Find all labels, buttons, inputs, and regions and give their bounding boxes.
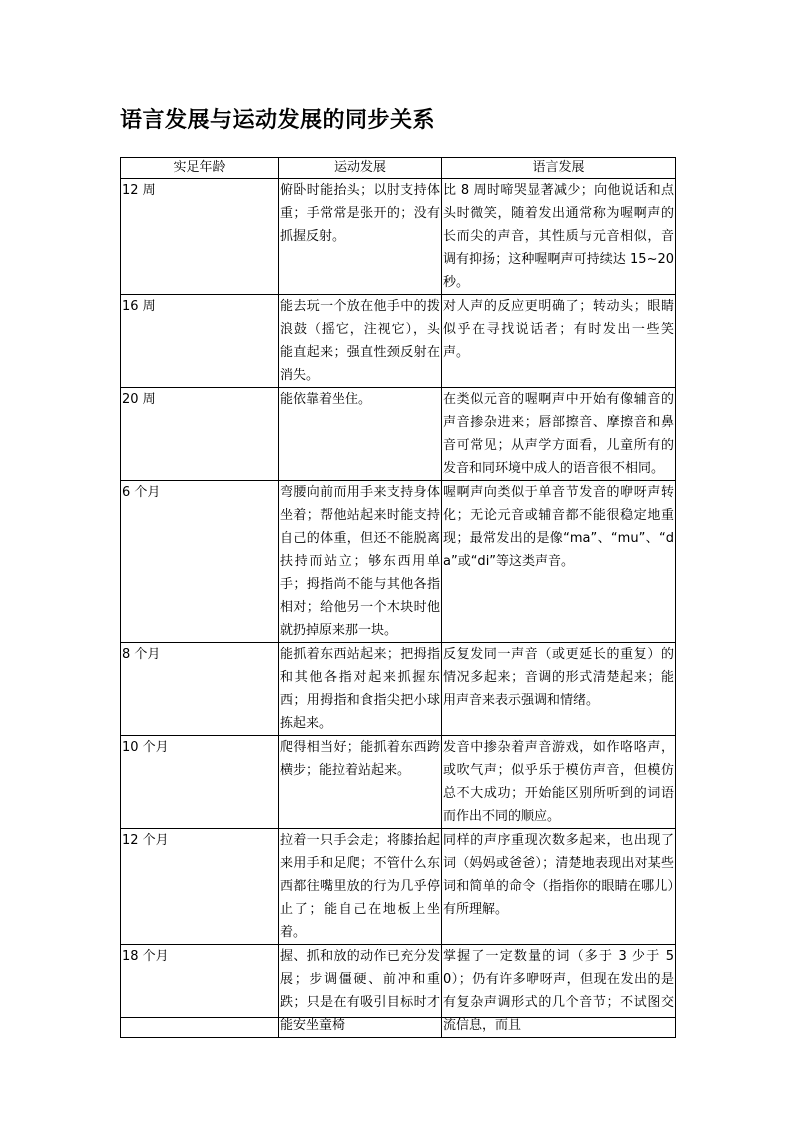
table-row — [121, 179, 676, 295]
development-table — [120, 157, 676, 1038]
language-cell: 喔啊声向类似于单音节发音的咿呀声转化；无论元音或辅音都不能很稳定地重现；最常发出的是像“ma”、“mu”、“da”或“di”等这类声音。 — [442, 481, 676, 643]
table-row — [121, 295, 676, 388]
motor-cell: 能抓着东西站起来；把拇指和其他各指对起来抓握东西；用拇指和食指尖把小球拣起来。 — [279, 643, 442, 736]
age-cell: 16 周 — [121, 295, 279, 388]
motor-cell: 能去玩一个放在他手中的拨浪鼓（摇它，注视它），头能直起来；强直性颈反射在消失。 — [279, 295, 442, 388]
age-cell: 10 个月 — [121, 736, 279, 829]
table-row — [121, 829, 676, 945]
language-cell: 掌握了一定数量的词（多于 3 少于 50）；仍有许多咿呀声，但现在发出的是有复杂声调形式的几个音节；不试图交流信息，而且 — [442, 945, 676, 1038]
age-cell: 12 个月 — [121, 829, 279, 945]
motor-cell: 俯卧时能抬头；以肘支持体重；手常常是张开的；没有抓握反射。 — [279, 179, 442, 295]
page-title: 语言发展与运动发展的同步关系 — [120, 108, 436, 133]
language-cell: 对人声的反应更明确了；转动头；眼睛似乎在寻找说话者；有时发出一些笑声。 — [442, 295, 676, 388]
header-motor: 运动发展 — [279, 158, 442, 179]
motor-cell: 能依靠着坐住。 — [279, 388, 442, 481]
page-cut-border — [120, 1017, 676, 1018]
age-cell: 12 周 — [121, 179, 279, 295]
table-header-row — [121, 158, 676, 179]
age-cell: 18 个月 — [121, 945, 279, 1038]
age-cell: 8 个月 — [121, 643, 279, 736]
motor-cell: 握、抓和放的动作已充分发展；步调僵硬、前冲和重跌；只是在有吸引目标时才能安坐童椅 — [279, 945, 442, 1038]
language-cell: 反复发同一声音（或更延长的重复）的情况多起来；音调的形式清楚起来；能用声音来表示强调和情绪。 — [442, 643, 676, 736]
age-cell: 20 周 — [121, 388, 279, 481]
header-language: 语言发展 — [442, 158, 676, 179]
table-row — [121, 388, 676, 481]
motor-cell: 爬得相当好；能抓着东西跨横步；能拉着站起来。 — [279, 736, 442, 829]
table-row — [121, 736, 676, 829]
motor-cell: 拉着一只手会走；将膝抬起来用手和足爬；不管什么东西都往嘴里放的行为几乎停止了；能自己在地板上坐着。 — [279, 829, 442, 945]
table-row — [121, 643, 676, 736]
table-row — [121, 481, 676, 643]
language-cell: 发音中掺杂着声音游戏，如作咯咯声，或吹气声；似乎乐于模仿声音，但模仿总不大成功；开始能区别所听到的词语而作出不同的顺应。 — [442, 736, 676, 829]
table-viewport — [120, 157, 676, 1033]
language-cell: 在类似元音的喔啊声中开始有像辅音的声音掺杂进来；唇部擦音、摩擦音和鼻音可常见；从声学方面看，儿童所有的发音和同环境中成人的语音很不相同。 — [442, 388, 676, 481]
language-cell: 比 8 周时啼哭显著减少；向他说话和点头时微笑，随着发出通常称为喔啊声的长而尖的声音，其性质与元音相似，音调有抑扬；这种喔啊声可持续达 15~20 秒。 — [442, 179, 676, 295]
table-row — [121, 945, 676, 1038]
age-cell: 6 个月 — [121, 481, 279, 643]
header-age: 实足年龄 — [121, 158, 279, 179]
language-cell: 同样的声序重现次数多起来，也出现了词（妈妈或爸爸）；清楚地表现出对某些词和简单的命令（指指你的眼睛在哪儿）有所理解。 — [442, 829, 676, 945]
motor-cell: 弯腰向前而用手来支持身体坐着；帮他站起来时能支持自己的体重，但还不能脱离扶持而站立；够东西用单手；拇指尚不能与其他各指相对；给他另一个木块时他就扔掉原来那一块。 — [279, 481, 442, 643]
